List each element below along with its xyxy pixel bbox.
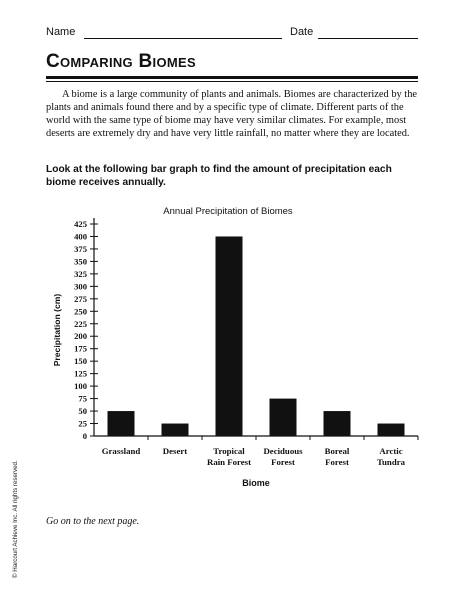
y-tick-label: 375 bbox=[74, 243, 87, 254]
y-tick-label: 100 bbox=[74, 381, 87, 392]
x-tick-label: Tropical bbox=[213, 446, 245, 456]
date-field[interactable] bbox=[318, 38, 418, 39]
header-row bbox=[46, 26, 418, 42]
bar bbox=[270, 399, 297, 436]
page-title: Comparing Biomes bbox=[46, 51, 196, 72]
y-tick-label: 400 bbox=[74, 231, 87, 242]
footer-text: Go on to the next page. bbox=[46, 516, 140, 527]
title-rule-thick bbox=[46, 76, 418, 79]
y-tick-label: 325 bbox=[74, 268, 87, 279]
title-rule-thin bbox=[46, 81, 418, 82]
bar-chart bbox=[0, 196, 464, 496]
copyright-notice: © Harcourt Achieve Inc. All rights reserved. bbox=[12, 460, 19, 578]
bar bbox=[162, 424, 189, 436]
instruction-text: Look at the following bar graph to find the amount of precipitation each biome receives annually. bbox=[46, 164, 392, 188]
y-tick-label: 50 bbox=[78, 406, 87, 417]
x-tick-label: Deciduous bbox=[263, 446, 303, 456]
y-tick-label: 225 bbox=[74, 318, 87, 329]
x-tick-label: Forest bbox=[271, 457, 295, 467]
title-block bbox=[46, 50, 418, 74]
y-tick-label: 250 bbox=[74, 306, 87, 317]
y-tick-label: 350 bbox=[74, 256, 87, 267]
name-field[interactable] bbox=[84, 38, 282, 39]
x-tick-label: Tundra bbox=[376, 457, 406, 467]
intro-paragraph: A biome is a large community of plants and animals. Biomes are characterized by the plants and animals found there and by a specific type of climate. Different parts of the world with the same type of biome may have very similar climates. For example, most deserts are extremely dry and have very little rainfall, no matter where they are located. bbox=[46, 89, 418, 140]
y-tick-label: 200 bbox=[74, 331, 87, 342]
bar bbox=[378, 424, 405, 436]
y-tick-label: 175 bbox=[74, 343, 87, 354]
x-tick-label: Forest bbox=[325, 457, 349, 467]
name-label: Name bbox=[46, 26, 76, 38]
date-label: Date bbox=[290, 26, 314, 38]
y-tick-label: 425 bbox=[74, 219, 87, 229]
x-tick-label: Boreal bbox=[324, 446, 350, 456]
y-tick-label: 150 bbox=[74, 356, 87, 367]
bar bbox=[216, 236, 243, 436]
x-tick-label: Arctic bbox=[379, 446, 403, 456]
chart-title: Annual Precipitation of Biomes bbox=[163, 206, 293, 217]
x-axis-label: Biome bbox=[242, 478, 270, 488]
y-tick-label: 125 bbox=[74, 368, 87, 379]
bar bbox=[324, 411, 351, 436]
x-tick-label: Rain Forest bbox=[206, 457, 252, 467]
y-tick-label: 25 bbox=[78, 418, 87, 429]
bar bbox=[108, 411, 135, 436]
y-tick-label: 275 bbox=[74, 293, 87, 304]
x-tick-label: Desert bbox=[162, 446, 188, 456]
y-axis-label: Precipitation (cm) bbox=[52, 293, 62, 367]
y-tick-label: 75 bbox=[78, 393, 87, 404]
y-tick-label: 300 bbox=[74, 281, 87, 292]
x-tick-label: Grassland bbox=[101, 446, 141, 456]
y-tick-label: 0 bbox=[82, 431, 87, 441]
